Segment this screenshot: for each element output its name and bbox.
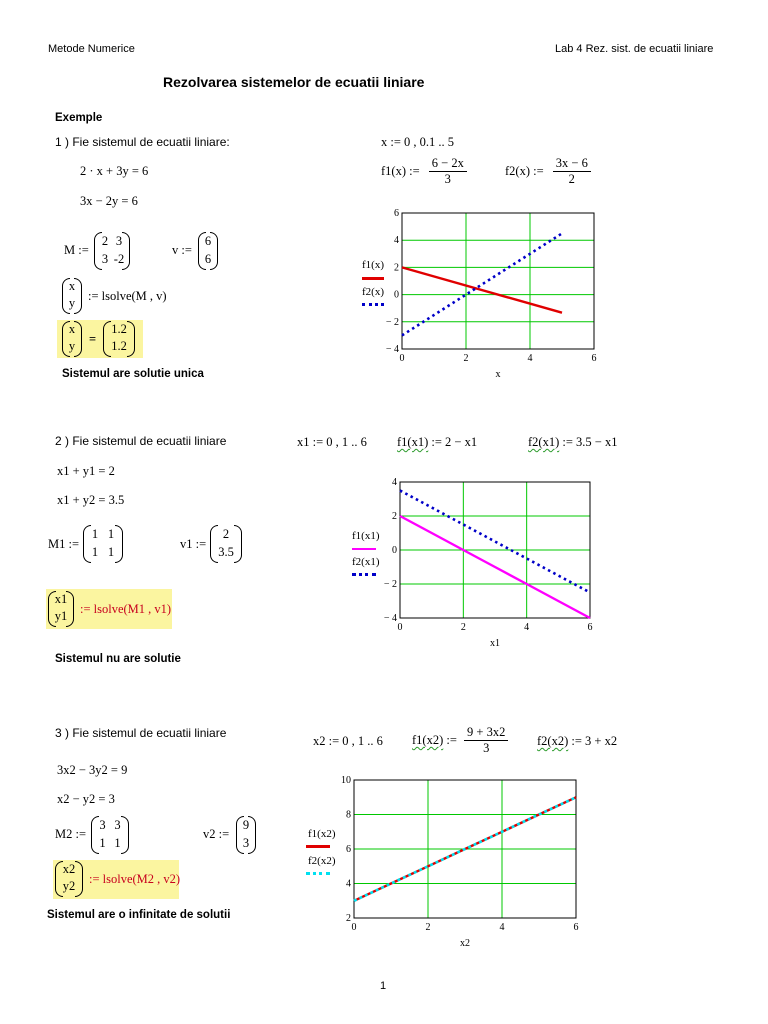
y-tick-label: 10: [341, 775, 351, 786]
x-tick-label: 6: [587, 622, 593, 633]
y-tick-label: − 4: [383, 613, 397, 624]
x-tick-label: 2: [425, 922, 431, 933]
ex1-matrix-M: 2 3 3 -2: [94, 232, 130, 270]
y-tick-label: 2: [346, 913, 351, 924]
y-tick-label: − 4: [385, 344, 399, 355]
ex2-f2-definition: f2(x1) := 3.5 − x1: [528, 435, 618, 449]
ex3-chart: [330, 772, 590, 957]
ex3-matrix-M2: 3 3 1 1: [91, 816, 129, 854]
x-tick-label: 0: [399, 353, 405, 364]
ex3-legend-f2-swatch: [306, 872, 330, 875]
y-tick-label: 4: [392, 477, 397, 488]
ex1-result-values: 1.2 1.2: [103, 321, 135, 357]
plot-frame: [402, 213, 594, 349]
x-tick-label: 0: [397, 622, 403, 633]
x-tick-label: 0: [351, 922, 357, 933]
x-axis-label: x1: [490, 638, 500, 649]
x-tick-label: 4: [527, 353, 533, 364]
ex3-f2-definition: f2(x2) := 3 + x2: [537, 734, 618, 748]
ex2-range-definition: x1 := 0 , 1 .. 6: [297, 435, 367, 449]
y-tick-label: 2: [392, 511, 397, 522]
ex3-equation-2: x2 − y2 = 3: [57, 792, 115, 806]
ex1-range-definition: x := 0 , 0.1 .. 5: [381, 135, 455, 149]
ex2-vector-label: v1 :=: [180, 537, 207, 551]
ex3-heading: 3 ) Fie sistemul de ecuatii liniare: [55, 726, 227, 740]
ex1-chart: [360, 205, 610, 385]
ex1-matrix-label: M :=: [64, 243, 89, 257]
ex3-vector-label: v2 :=: [203, 827, 230, 841]
ex1-f1-definition: f1(x) := $\frac{6 - 2x}{3}$: [381, 156, 467, 187]
ex3-conclusion: Sistemul are o infinitate de solutii: [47, 909, 231, 921]
ex1-equation-2: 3x − 2y = 6: [80, 194, 138, 208]
page-title: Rezolvarea sistemelor de ecuatii liniare: [163, 74, 425, 90]
y-tick-label: 4: [346, 878, 351, 890]
x-tick-label: 4: [524, 622, 530, 633]
x-tick-label: 2: [460, 622, 466, 633]
ex3-legend-f2-label: f2(x2): [308, 855, 336, 867]
ex3-f1-definition: f1(x2) := $\frac{9 + 3x2}{3}$: [412, 725, 508, 756]
header-left: Metode Numerice: [48, 43, 135, 55]
ex3-range-definition: x2 := 0 , 1 .. 6: [313, 734, 383, 748]
header-right: Lab 4 Rez. sist. de ecuatii liniare: [555, 43, 714, 55]
ex3-vector-v2: 9 3: [236, 816, 256, 854]
ex1-result-unknowns: x y: [62, 321, 82, 357]
ex3-equation-1: 3x2 − 3y2 = 9: [57, 763, 128, 777]
ex1-vector-label: v :=: [172, 243, 192, 257]
x-tick-label: 2: [463, 353, 469, 364]
x-axis-label: x2: [460, 938, 470, 949]
page-number: 1: [380, 980, 387, 992]
x-tick-label: 6: [591, 353, 597, 364]
ex2-vector-v1: 2 3.5: [210, 525, 242, 563]
ex1-unknowns-vector: x y: [62, 278, 82, 314]
y-tick-label: 6: [394, 208, 399, 219]
x-tick-label: 6: [573, 922, 579, 933]
ex2-heading: 2 ) Fie sistemul de ecuatii liniare: [55, 434, 227, 448]
ex3-unknowns-vector: x2 y2: [55, 861, 83, 897]
y-tick-label: 0: [394, 289, 399, 301]
ex2-equation-2: x1 + y2 = 3.5: [57, 493, 125, 507]
x-axis-label: x: [495, 369, 501, 380]
ex2-chart: [360, 474, 610, 654]
ex1-legend-f1-label: f1(x): [362, 259, 384, 271]
ex2-unknowns-vector: x1 y1: [48, 591, 74, 627]
x-tick-label: 4: [499, 922, 505, 933]
ex3-lsolve-assign: := lsolve(M2 , v2): [89, 872, 181, 886]
ex2-legend-f1-label: f1(x1): [352, 530, 380, 542]
ex1-equation-1: 2 · x + 3y = 6: [80, 164, 149, 178]
ex2-equation-1: x1 + y1 = 2: [57, 464, 115, 478]
ex1-conclusion: Sistemul are solutie unica: [62, 368, 204, 380]
series-line-1: [402, 267, 562, 312]
y-tick-label: 8: [346, 809, 351, 821]
ex1-f2-definition: f2(x) := $\frac{3x - 6}{2}$: [505, 156, 591, 187]
ex1-equals: =: [89, 332, 97, 346]
ex3-legend-f1-label: f1(x2): [308, 828, 336, 840]
ex2-legend-f2-label: f2(x1): [352, 556, 380, 568]
ex1-heading: 1 ) Fie sistemul de ecuatii liniare:: [55, 135, 230, 149]
y-tick-label: − 2: [383, 579, 397, 590]
ex2-lsolve-assign: := lsolve(M1 , v1): [80, 602, 172, 616]
series-line-1: [400, 516, 590, 618]
y-tick-label: 6: [346, 844, 351, 855]
ex1-vector-v: 6 6: [198, 232, 218, 270]
series-line-2: [400, 491, 590, 593]
ex2-matrix-label: M1 :=: [48, 537, 80, 551]
ex2-matrix-M1: 1 1 1 1: [83, 525, 123, 563]
y-tick-label: − 2: [385, 316, 399, 328]
y-tick-label: 4: [394, 235, 399, 247]
ex1-lsolve-assign: := lsolve(M , v): [88, 289, 167, 303]
series-line-2: [402, 233, 562, 335]
y-tick-label: 2: [394, 262, 399, 274]
ex2-f1-definition: f1(x1) := 2 − x1: [397, 435, 478, 449]
y-tick-label: 0: [392, 545, 397, 556]
section-label-exemple: Exemple: [55, 112, 103, 124]
ex3-matrix-label: M2 :=: [55, 827, 87, 841]
ex2-conclusion: Sistemul nu are solutie: [55, 653, 181, 665]
ex1-legend-f2-label: f2(x): [362, 286, 384, 298]
ex3-legend-f1-swatch: [306, 845, 330, 848]
